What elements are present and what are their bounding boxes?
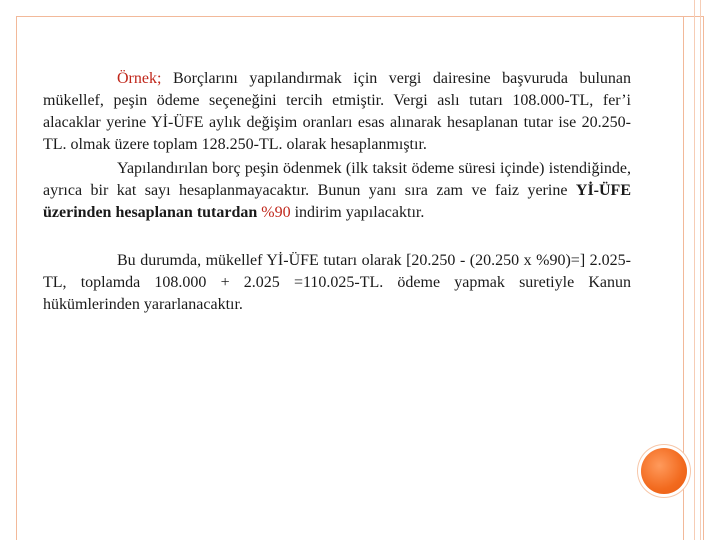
orange-circle-decoration — [641, 448, 687, 494]
conclusion-paragraph — [43, 250, 631, 316]
conclusion-text: Bu durumda, mükellef Yİ-ÜFE tutarı olarak [20.250 - (20.250 x %90)=] 2.025-TL, toplamda 108.000 + 2.025 =110.025-TL. ödeme yapmak suretiyle Kanun hükümlerinden yararlanacaktır. — [43, 252, 631, 313]
slide-body — [43, 68, 631, 316]
example-label: Örnek; — [117, 70, 162, 87]
restructuring-bold-text: Yİ-ÜFE üzerinden hesaplanan tutardan — [43, 182, 631, 221]
right-rail-line-outer — [694, 0, 695, 540]
right-rail-line-edge — [700, 0, 701, 540]
example-text: Borçlarını yapılandırmak için vergi dairesine başvuruda bulunan mükellef, peşin ödeme seçeneğini tercih etmiştir. Vergi aslı tutarı 108.000-TL, fer’i alacaklar yerine Yİ-ÜFE aylık değişim oranları esas alınarak hesaplanan tutar ise 20.250-TL. olmak üzere toplam 128.250-TL. olarak hesaplanmıştır. — [43, 70, 631, 153]
discount-percent: %90 — [261, 204, 291, 221]
restructuring-text-a: Yapılandırılan borç peşin ödenmek (ilk taksit ödeme süresi içinde) istendiğinde, ayrıca bir kat sayı hesaplanmayacaktır. Bunun yanı sıra zam ve faiz yerine — [43, 160, 631, 199]
restructuring-paragraph — [43, 158, 631, 224]
example-paragraph — [43, 68, 631, 156]
restructuring-text-b: indirim yapılacaktır. — [290, 204, 425, 221]
